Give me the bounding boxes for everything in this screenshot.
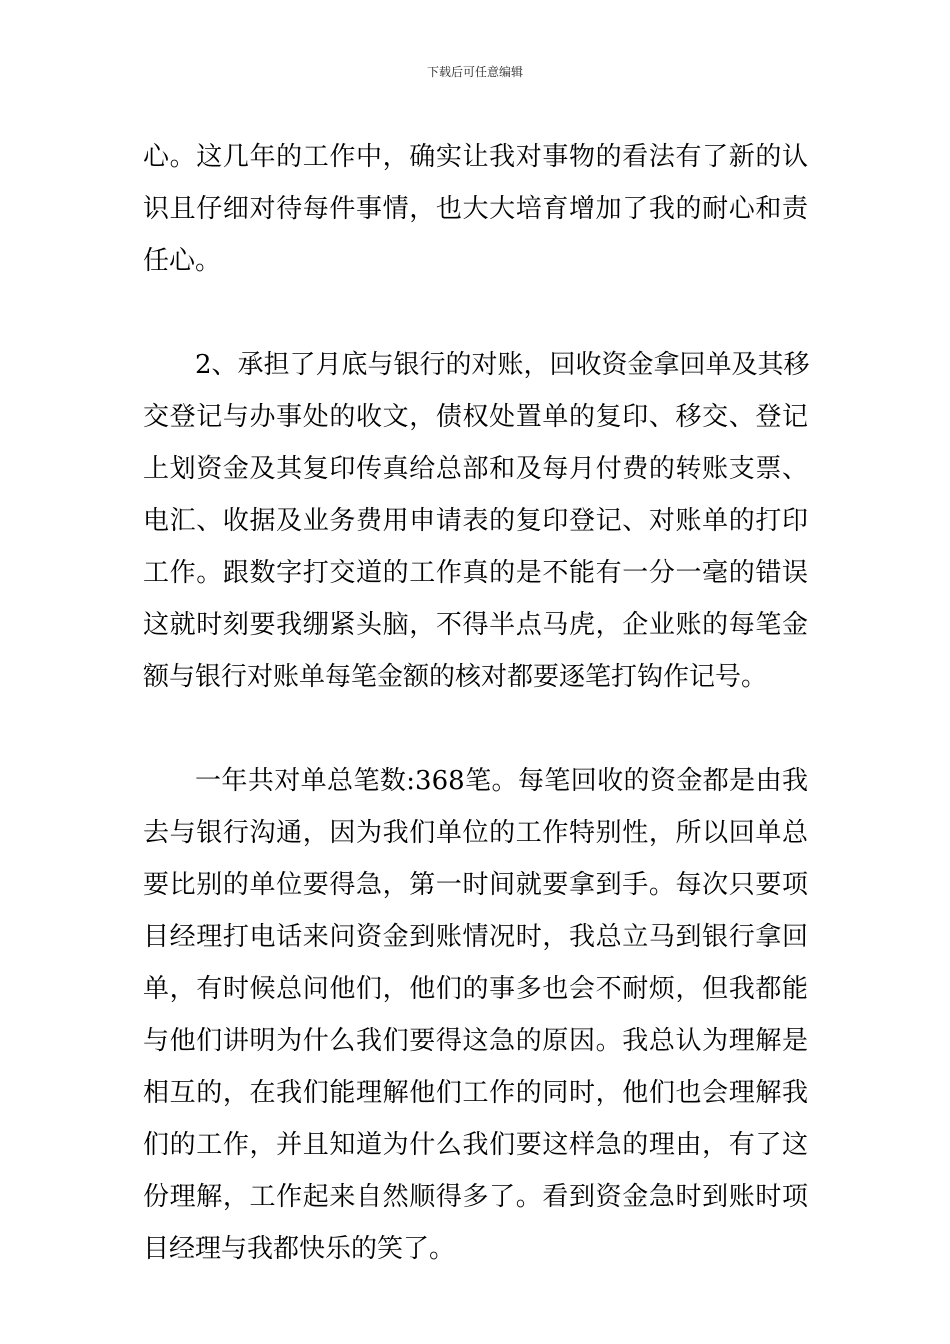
text-line: 目经理打电话来问资金到账情况时，我总立马到银行拿回 — [143, 922, 808, 952]
paragraph-3 — [143, 755, 808, 1275]
text-line: 交登记与办事处的收文，债权处置单的复印、移交、登记 — [143, 402, 808, 432]
text-line: 额与银行对账单每笔金额的核对都要逐笔打钩作记号。 — [143, 662, 768, 692]
text-line: 去与银行沟通，因为我们单位的工作特别性，所以回单总 — [143, 818, 808, 848]
paragraph-gap — [143, 287, 808, 339]
paragraph-2 — [143, 339, 808, 703]
page-header: 下载后可任意编辑 — [426, 65, 523, 79]
text-line: 与他们讲明为什么我们要得这急的原因。我总认为理解是 — [143, 1026, 808, 1056]
document-body — [143, 131, 808, 1275]
text-line: 相互的，在我们能理解他们工作的同时，他们也会理解我 — [143, 1078, 808, 1108]
text-line: 这就时刻要我绷紧头脑，不得半点马虎，企业账的每笔金 — [143, 610, 808, 640]
paragraph-gap — [143, 703, 808, 755]
text-line: 上划资金及其复印传真给总部和及每月付费的转账支票、 — [143, 454, 808, 484]
text-line: 们的工作，并且知道为什么我们要这样急的理由，有了这 — [143, 1130, 808, 1160]
text-line: 目经理与我都快乐的笑了。 — [143, 1234, 456, 1264]
text-line: 2、承担了月底与银行的对账，回收资金拿回单及其移 — [195, 350, 810, 380]
text-line: 份理解，工作起来自然顺得多了。看到资金急时到账时项 — [143, 1182, 808, 1212]
text-line: 单，有时候总问他们，他们的事多也会不耐烦，但我都能 — [143, 974, 808, 1004]
text-line: 要比别的单位要得急，第一时间就要拿到手。每次只要项 — [143, 870, 808, 900]
paragraph-1 — [143, 131, 808, 287]
text-line: 心。这几年的工作中，确实让我对事物的看法有了新的认 — [143, 142, 808, 172]
text-line: 工作。跟数字打交道的工作真的是不能有一分一毫的错误 — [143, 558, 808, 588]
text-line: 任心。 — [143, 246, 222, 276]
text-line: 电汇、收据及业务费用申请表的复印登记、对账单的打印 — [143, 506, 808, 536]
text-line: 识且仔细对待每件事情，也大大培育增加了我的耐心和责 — [143, 194, 808, 224]
text-line: 一年共对单总笔数:368笔。每笔回收的资金都是由我 — [195, 766, 808, 796]
